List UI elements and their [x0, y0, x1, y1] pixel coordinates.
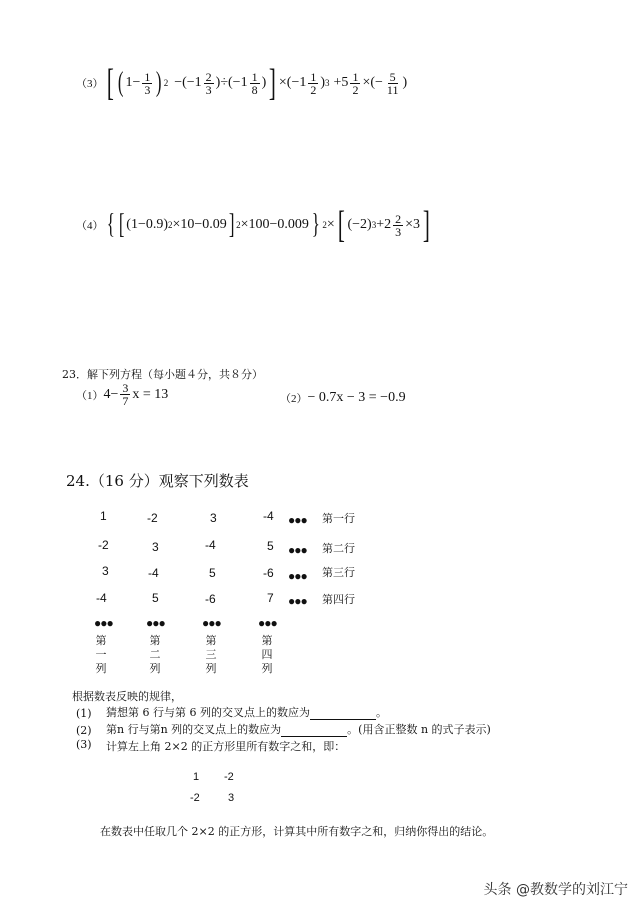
answer-blank-1[interactable]: [310, 707, 376, 720]
ellipsis-dots: ●●●: [146, 616, 165, 630]
row-label-3: 第三行: [322, 566, 355, 579]
right-bracket: ]: [269, 62, 277, 104]
table-cell: 7: [267, 591, 274, 605]
col-label-3: 第 三 列: [205, 634, 217, 675]
table-cell: 3: [210, 511, 217, 525]
table-cell: 5: [209, 566, 216, 580]
table-cell: -2: [147, 511, 158, 525]
ellipsis-dots: ●●●: [258, 616, 277, 630]
problem-4-expression: （4） { [ (1−0.9) 2 ×10−0.09 ] 2 ×100−0.009 } 2 × [ (−2) 3 +2 $\frac{2}{3}$ ×3 ]: [76, 204, 430, 246]
table-cell: 1: [100, 509, 107, 523]
q24-closing: 在数表中任取几个 2×2 的正方形，计算其中所有数字之和，归纳你得出的结论。: [100, 825, 494, 838]
table-cell: 3: [152, 540, 159, 554]
ellipsis-dots: ●●●: [94, 616, 113, 630]
row-label-4: 第四行: [322, 593, 355, 606]
problem-3-expression: （3） [ ( 1− $\frac{1}{3}$ ) 2 −(−1 $\frac{2}{3}$ )÷(−1 $\frac{1}{8}$ ) ] ×(−1 $\frac{1}{2}$ ) 3 +5 $\frac{1}{2}$ ×(− $\frac{5}{11}$ ): [76, 62, 408, 104]
q23-header: 23．解下列方程（每小题４分，共８分）: [62, 368, 263, 381]
answer-blank-2[interactable]: [281, 724, 347, 737]
col-label-2: 第 二 列: [149, 634, 161, 675]
q24-sub3: (3) 计算左上角 2×2 的正方形里所有数字之和，即：: [76, 738, 346, 753]
table-cell: -2: [98, 538, 109, 552]
table-cell: -4: [96, 591, 107, 605]
table-cell: -4: [205, 538, 216, 552]
table-cell: -6: [205, 592, 216, 606]
watermark: 头条 @教数学的刘江宁: [483, 882, 628, 898]
mini-cell: -2: [224, 771, 234, 783]
q24-sub1: (1) 猜想第 6 行与第 6 列的交叉点上的数应为 。: [76, 706, 387, 720]
q24-intro: 根据数表反映的规律，: [72, 690, 182, 703]
table-cell: 5: [267, 539, 274, 553]
col-label-4: 第 四 列: [261, 634, 273, 675]
ellipsis-dots: ●●●: [288, 569, 307, 583]
table-cell: 5: [152, 591, 159, 605]
problem-4-label: （4）: [76, 220, 104, 232]
table-cell: -4: [148, 566, 159, 580]
table-cell: -4: [263, 509, 274, 523]
row-label-2: 第二行: [322, 542, 355, 555]
ellipsis-dots: ●●●: [202, 616, 221, 630]
table-cell: -6: [263, 566, 274, 580]
ellipsis-dots: ●●●: [288, 543, 307, 557]
q24-sub2: (2) 第n 行与第n 列的交叉点上的数应为 。(用含正整数 n 的式子表示): [76, 723, 491, 737]
q23-part2: （2） − 0.7x − 3 = −0.9: [280, 390, 406, 405]
mini-cell: 3: [228, 792, 235, 804]
left-bracket: [: [106, 62, 114, 104]
problem-3-label: （3）: [76, 78, 104, 90]
col-label-1: 第 一 列: [95, 634, 107, 675]
table-cell: 3: [102, 564, 109, 578]
row-label-1: 第一行: [322, 512, 355, 525]
q23-part1: （1） 4− $\frac{3}{7}$ x = 13: [76, 381, 169, 408]
ellipsis-dots: ●●●: [288, 513, 307, 527]
q24-title: 24.（16 分）观察下列数表: [66, 472, 249, 490]
mini-cell: 1: [193, 771, 200, 783]
mini-cell: -2: [190, 792, 200, 804]
ellipsis-dots: ●●●: [288, 594, 307, 608]
